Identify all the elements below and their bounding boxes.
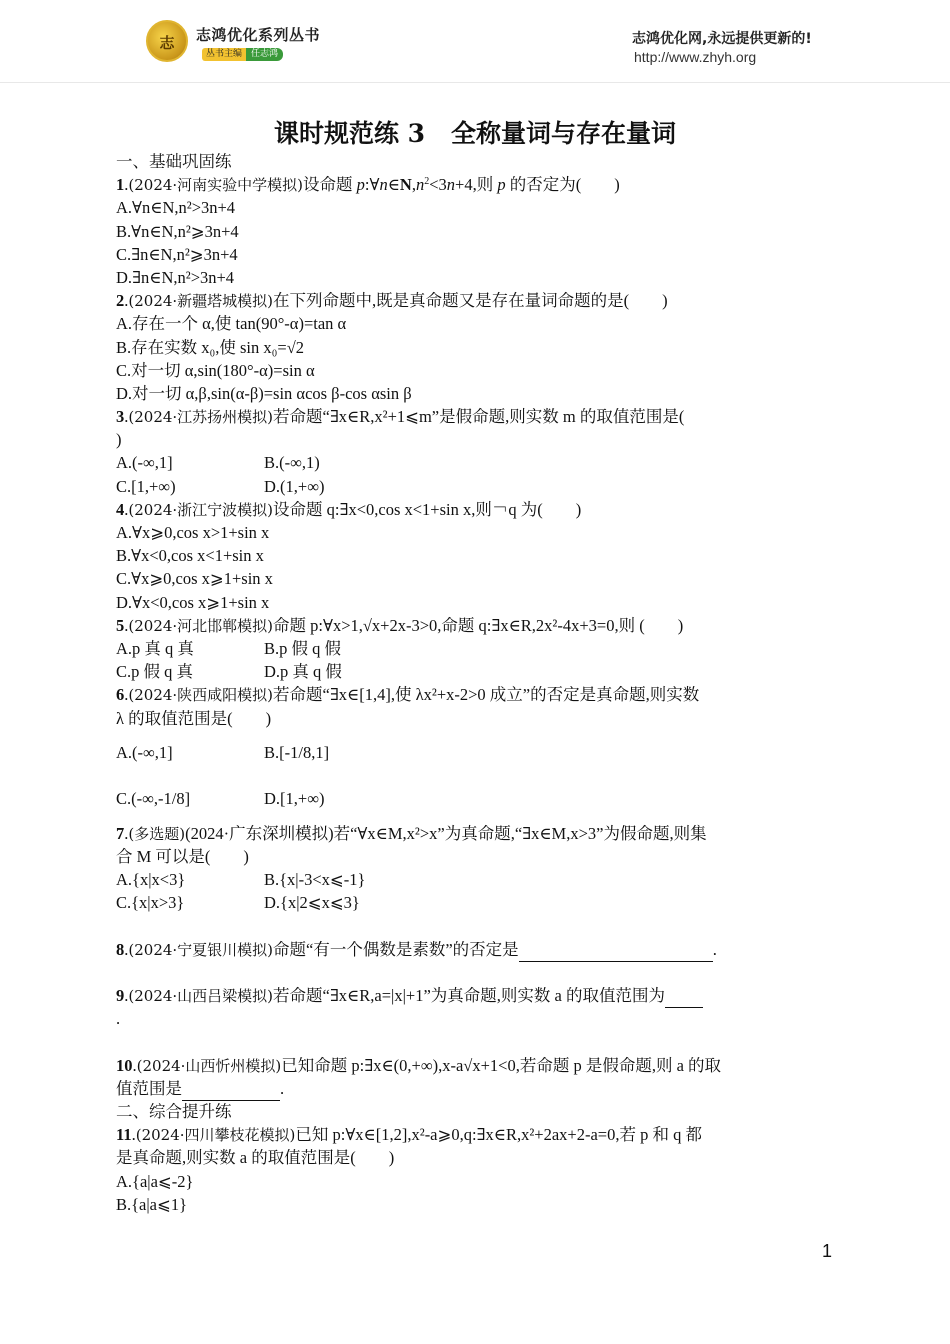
q1-option-a: A.∀n∈N,n²>3n+4 (116, 198, 236, 218)
q2-option-d: D.对一切 α,β,sin(α-β)=sin αcos β-cos αsin β (116, 383, 412, 403)
q7-option-b: B.{x|-3<x⩽-1} (264, 870, 366, 890)
question-7-cont: 合 M 可以是( ) (116, 846, 249, 866)
q6-option-d: D.[1,+∞) (264, 789, 325, 809)
q2-option-b: B.存在实数 x₀,使 sin x₀=√2 (116, 337, 305, 357)
q4-option-b: B.∀x<0,cos x<1+sin x (116, 546, 264, 566)
q8-answer-blank (519, 938, 713, 962)
question-10-cont: 值范围是 . (116, 1077, 836, 1100)
q7-option-c: C.{x|x>3} (116, 893, 185, 913)
page-header (0, 0, 950, 80)
exercise-content (116, 150, 836, 1216)
q7-options-row1 (116, 868, 836, 891)
q7-options-row2 (116, 891, 836, 914)
section-basic: 一、基础巩固练 (116, 152, 232, 171)
question-10: 10.(2024·山西忻州模拟)已知命题 p:∃x∈(0,+∞),x-a√x+1<0,若命题 p 是假命题,则 a 的取 (116, 1055, 722, 1075)
question-9: 9.(2024·山西吕梁模拟)若命题“∃x∈R,a=|x|+1”为真命题,则实数 a 的取值范围为 (116, 984, 836, 1007)
header-divider (0, 82, 950, 83)
q5-option-b: B.p 假 q 假 (264, 638, 342, 658)
question-11-cont: 是真命题,则实数 a 的取值范围是( ) (116, 1148, 395, 1168)
question-2: 2.(2024·新疆塔城模拟)在下列命题中,既是真命题又是存在量词命题的是( ) (116, 291, 668, 311)
page-number: 1 (822, 1241, 833, 1261)
question-5: 5.(2024·河北邯郸模拟)命题 p:∀x>1,√x+2x-3>0,命题 q:∃x∈R,2x²-4x+3=0,则 ( ) (116, 615, 684, 635)
q6-options-row2 (116, 776, 836, 822)
q5-options-row1 (116, 637, 836, 660)
q3-option-d: D.(1,+∞) (264, 476, 325, 496)
q6-options-row1 (116, 730, 836, 776)
q11-option-b: B.{a|a⩽1} (116, 1194, 187, 1214)
page-title (0, 114, 950, 150)
question-9-cont: . (116, 1009, 121, 1029)
q6-option-a: A.(-∞,1] (116, 743, 173, 763)
title-sub: 全称量词与存在量词 (451, 119, 677, 148)
question-3-cont: ) (116, 430, 122, 450)
series-title: 志鸿优化系列丛书 (196, 26, 321, 44)
title-main: 课时规范练 3 (273, 119, 426, 148)
q11-option-a: A.{a|a⩽-2} (116, 1171, 194, 1191)
q7-option-a: A.{x|x<3} (116, 870, 186, 890)
section-advanced: 二、综合提升练 (116, 1101, 232, 1121)
question-1: 1.(2024·河南实验中学模拟)设命题 $p:\forall n\in N,n^2<3n+4$,则 p 的否定为( ) (116, 175, 620, 195)
q5-option-a: A.p 真 q 真 (116, 638, 194, 658)
q5-option-c: C.p 假 q 真 (116, 662, 194, 682)
question-7: 7.(多选题)(2024·广东深圳模拟)若“∀x∈M,x²>x”为真命题,“∃x∈M,x>3”为假命题,则集 (116, 823, 707, 843)
question-6-cont: λ 的取值范围是( ) (116, 708, 272, 728)
q3-option-a: A.(-∞,1] (116, 453, 173, 473)
q1-option-d: D.∃n∈N,n²>3n+4 (116, 267, 235, 287)
q5-option-d: D.p 真 q 假 (264, 662, 342, 682)
editor-name: 任志鸿 (246, 48, 283, 61)
q6-option-b: B.[-1/8,1] (264, 743, 330, 763)
question-6: 6.(2024·陕西咸阳模拟)若命题“∃x∈[1,4],使 λx²+x-2>0 成立”的否定是真命题,则实数 (116, 685, 700, 705)
question-4: 4.(2024·浙江宁波模拟)设命题 q:∃x<0,cos x<1+sin x,则￢q 为( ) (116, 499, 582, 519)
question-11: 11.(2024·四川攀枝花模拟)已知 p:∀x∈[1,2],x²-a⩾0,q:∃x∈R,x²+2ax+2-a=0,若 p 和 q 都 (116, 1125, 702, 1145)
q3-options-row1 (116, 451, 836, 474)
q7-option-d: D.{x|2⩽x⩽3} (264, 893, 360, 913)
q2-option-a: A.存在一个 α,使 tan(90°-α)=tan α (116, 314, 347, 334)
q4-option-c: C.∀x⩾0,cos x⩾1+sin x (116, 569, 273, 589)
q6-option-c: C.(-∞,-1/8] (116, 789, 191, 809)
slogan: 志鸿优化网,永远提供更新的! (632, 31, 812, 47)
question-8: 8.(2024·宁夏银川模拟)命题“有一个偶数是素数”的否定是 . (116, 938, 836, 961)
question-3: 3.(2024·江苏扬州模拟)若命题“∃x∈R,x²+1⩽m”是假命题,则实数 m 的取值范围是( (116, 407, 685, 427)
q10-answer-blank (182, 1077, 280, 1101)
q1-option-c: C.∃n∈N,n²⩾3n+4 (116, 244, 238, 264)
q2-option-c: C.对一切 α,sin(180°-α)=sin α (116, 360, 315, 380)
q1-option-b: B.∀n∈N,n²⩾3n+4 (116, 221, 239, 241)
q5-options-row2 (116, 660, 836, 683)
series-logo-icon: 志 (146, 20, 188, 62)
q3-option-c: C.[1,+∞) (116, 476, 176, 496)
website-link[interactable]: http://www.zhyh.org (634, 49, 757, 65)
q9-answer-blank (665, 984, 703, 1008)
q4-option-d: D.∀x<0,cos x⩾1+sin x (116, 592, 270, 612)
editor-tag (202, 48, 283, 61)
q3-options-row2 (116, 475, 836, 498)
editor-label: 丛书主编 (202, 48, 246, 61)
q4-option-a: A.∀x⩾0,cos x>1+sin x (116, 523, 270, 542)
q3-option-b: B.(-∞,1) (264, 453, 320, 473)
